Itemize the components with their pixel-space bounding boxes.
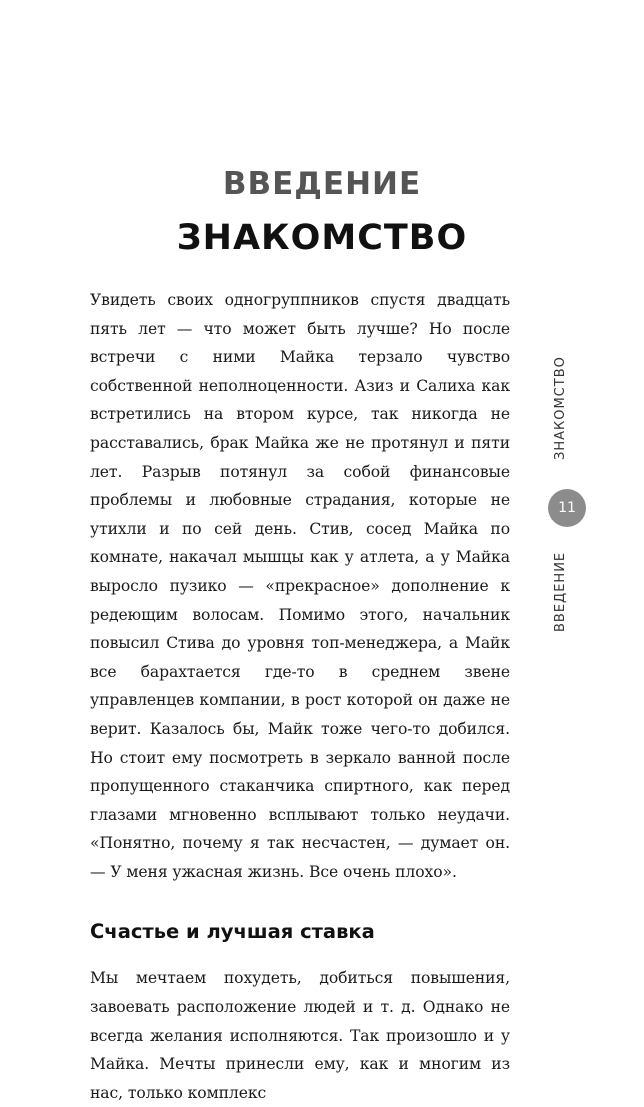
running-title: ЗНАКОМСТВО bbox=[553, 356, 568, 460]
body-paragraph: Увидеть своих одногруппников спустя двадцать пять лет — что может быть лучше? Но после встречи с ними Майка терзало чувство собственной неполноценности. Азиз и Салиха как встретились на втором курсе, так никогда не расставались, брак Майка же не протянул и пяти лет. Разрыв потянул за собой финансовые проблемы и любовные страдания, которые не утихли и по сей день. Стив, сосед Майка по комнате, накачал мышцы как у атлета, а у Майка выросло пузико — «прекрасное» дополнение к редеющим волосам. Помимо этого, начальник повысил Стива до уровня топ-менеджера, а Майк все барахтается где-то в среднем звене управленцев компании, в рост которой он даже не верит. Казалось бы, Майк тоже чего-то добился. Но стоит ему посмотреть в зеркало ванной после пропущенного стаканчика спиртного, как перед глазами мгновенно всплывают только неудачи. «Понятно, почему я так несчастен, — думает он. — У меня ужасная жизнь. Все очень плохо». bbox=[90, 291, 510, 881]
section-heading: Счастье и лучшая ставка bbox=[90, 920, 375, 944]
page-number-badge: 11 bbox=[548, 489, 586, 527]
running-chapter-label: ВВЕДЕНИЕ bbox=[553, 552, 568, 633]
text-column bbox=[90, 286, 510, 1107]
chapter-kicker: ВВЕДЕНИЕ bbox=[222, 166, 422, 202]
chapter-title: ЗНАКОМСТВО bbox=[176, 218, 468, 258]
body-paragraph: Мы мечтаем похудеть, добиться повышения, завоевать расположение людей и т. д. Однако не всегда желания исполняются. Так произошло и у Майка. Мечты принесли ему, как и многим из нас, только комплекс bbox=[90, 969, 510, 1102]
